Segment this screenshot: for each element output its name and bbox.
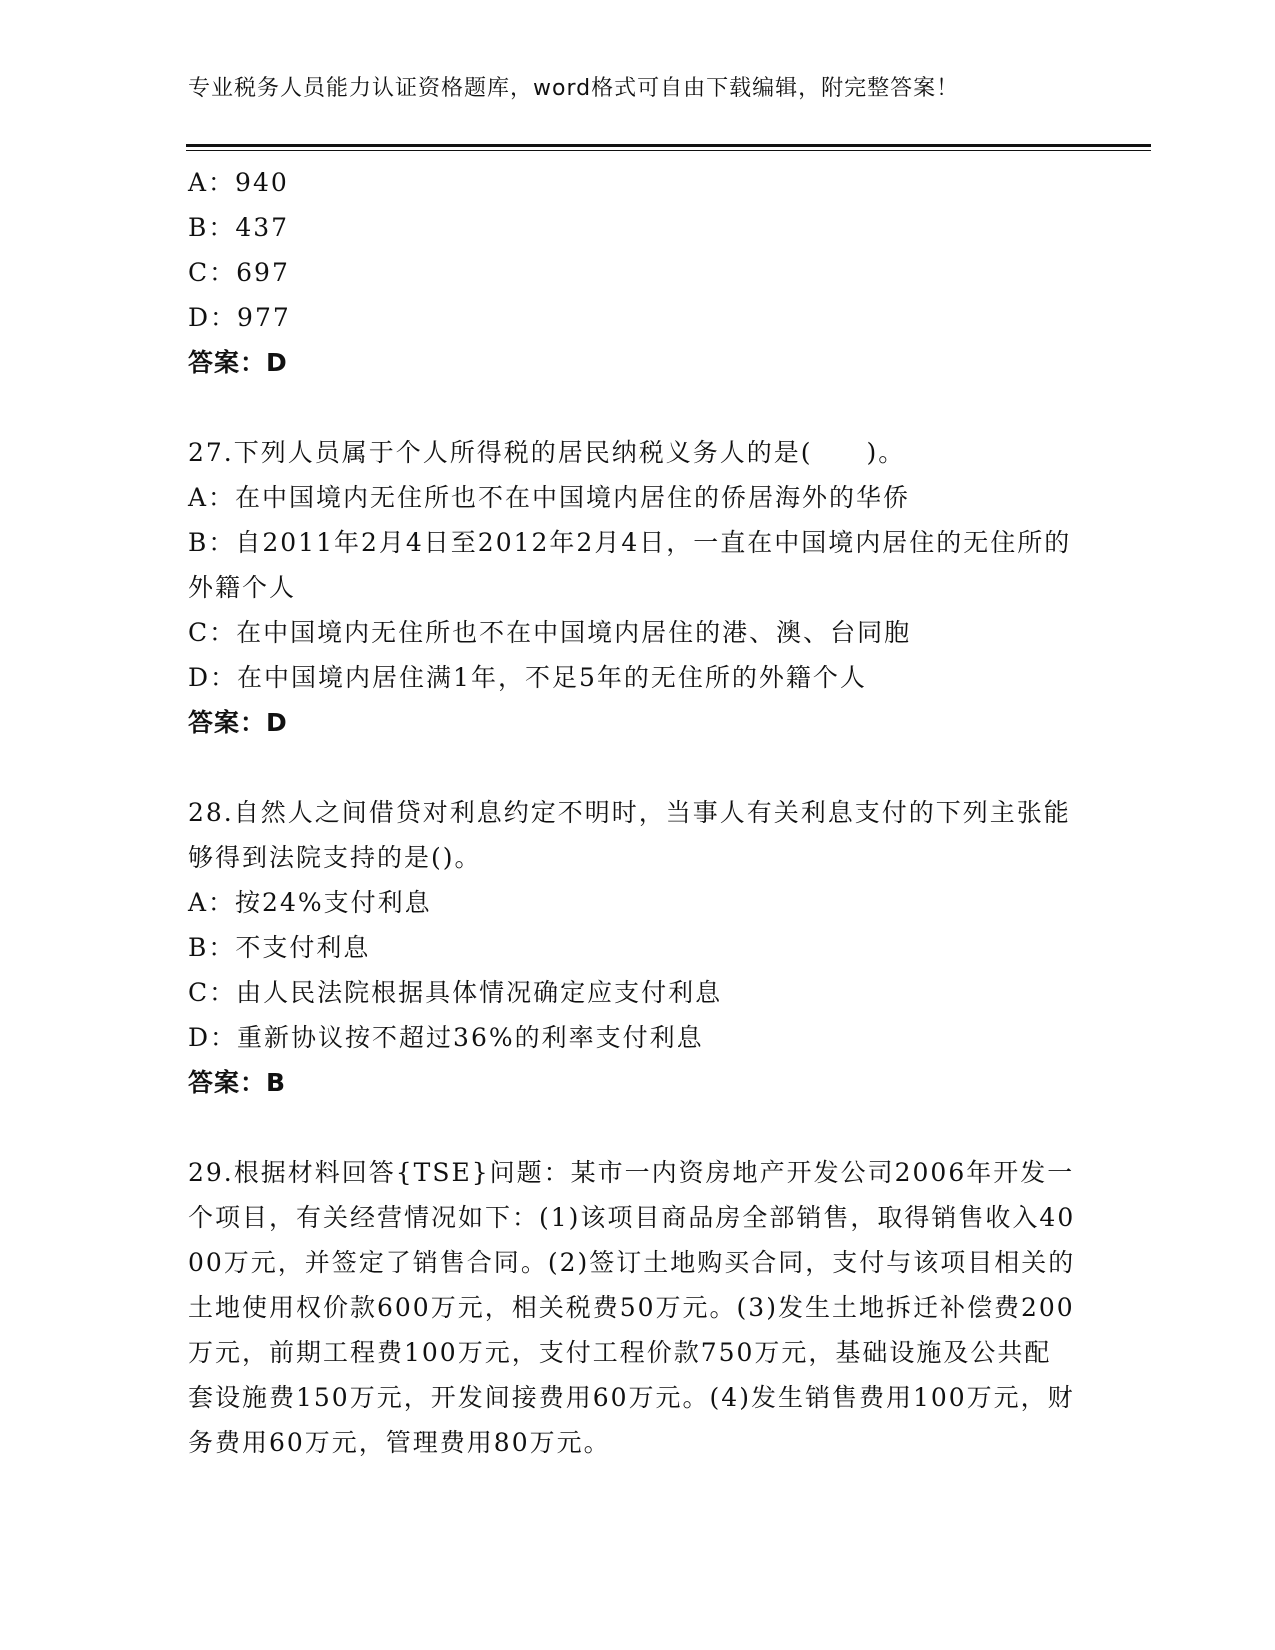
question-29: [188, 1150, 1078, 1465]
answer: 答案：B: [188, 1068, 287, 1097]
option-b: B：437: [188, 213, 290, 242]
option-d: D：重新协议按不超过36%的利率支付利息: [188, 1023, 704, 1052]
option-c: C：在中国境内无住所也不在中国境内居住的港、澳、台同胞: [188, 618, 912, 647]
question-text: 28.自然人之间借贷对利息约定不明时，当事人有关利息支付的下列主张能够得到法院支持的是()。: [188, 798, 1071, 872]
question-content: [188, 160, 1078, 1465]
question-text: 27.下列人员属于个人所得税的居民纳税义务人的是( )。: [188, 438, 906, 467]
answer: 答案：D: [188, 708, 288, 737]
header-rule-thin: [186, 150, 1151, 151]
option-b: B：不支付利息: [188, 933, 371, 962]
answer: 答案：D: [188, 348, 288, 377]
prev-question-block: [188, 160, 1078, 385]
header-rule-thick: [186, 144, 1151, 147]
option-d: D：977: [188, 303, 291, 332]
option-d: D：在中国境内居住满1年，不足5年的无住所的外籍个人: [188, 663, 867, 692]
question-27: [188, 430, 1078, 745]
option-b: B：自2011年2月4日至2012年2月4日，一直在中国境内居住的无住所的外籍个人: [188, 528, 1072, 602]
question-28: [188, 790, 1078, 1105]
option-a: A：按24%支付利息: [188, 888, 432, 917]
option-a: A：940: [188, 168, 289, 197]
page-header: 专业税务人员能力认证资格题库，word格式可自由下载编辑，附完整答案！: [188, 76, 960, 101]
option-c: C：由人民法院根据具体情况确定应支付利息: [188, 978, 723, 1007]
option-c: C：697: [188, 258, 290, 287]
question-text: 29.根据材料回答{TSE}问题：某市一内资房地产开发公司2006年开发一个项目，有关经营情况如下：(1)该项目商品房全部销售，取得销售收入4000万元，并签定了销售合同。(2)签订土地购买合同，支付与该项目相关的土地使用权价款600万元，相关税费50万元。(3)发生土地拆迁补偿费200万元，前期工程费100万元，支付工程价款750万元，基础设施及公共配套设施费150万元，开发间接费用60万元。(4)发生销售费用100万元，财务费用60万元，管理费用80万元。: [188, 1158, 1076, 1457]
option-a: A：在中国境内无住所也不在中国境内居住的侨居海外的华侨: [188, 483, 911, 512]
